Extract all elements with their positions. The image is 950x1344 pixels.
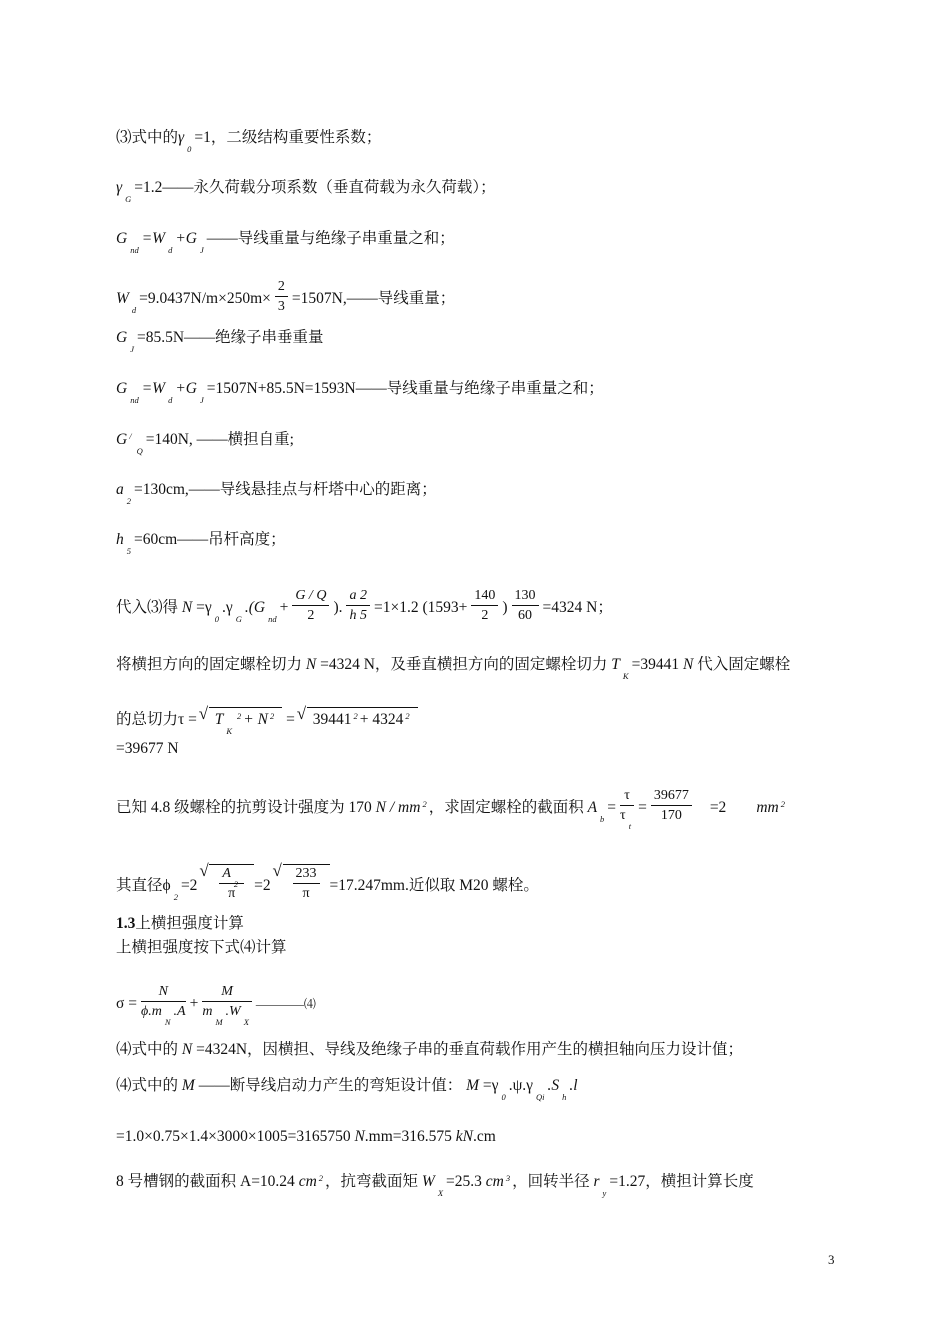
line-Gnd-def: $G_{nd}=W_d+G_J——$导线重量与绝缘子串重量之和；: [116, 230, 455, 255]
fraction-130-over-60: $\frac{130}{60}$: [512, 587, 539, 626]
line-GQ: G /$_Q$=140N, ——横担自重;: [116, 431, 294, 456]
line-gammaG: $\gamma_G=1.2——$永久荷载分项系数（垂直荷载为永久荷载）；: [116, 179, 496, 204]
line-shear-forces: 将横担方向的固定螺栓切力 N =4324 N，及垂直横担方向的固定螺栓切力 $T_K=39441$ N 代入固定螺栓: [116, 656, 791, 681]
fraction-two-thirds: $\frac{2}{3}$: [275, 278, 288, 317]
line-h5: $h_5=60cm——$吊杆高度；: [116, 531, 286, 556]
line-total-shear-result: =39677 N: [116, 740, 179, 757]
section-heading: 1.3上横担强度计算: [116, 915, 244, 932]
line-gamma0: ⑶式中的$\gamma_0=1$，二级结构重要性系数；: [116, 129, 382, 154]
fraction-140-over-2: $\frac{140}{2}$: [471, 587, 498, 626]
line-Wd: $W_d=9.0437N/m\times 250m\times$ $\frac{2}{3}$ =1507N,——导线重量；: [116, 279, 456, 316]
line-total-shear: 的总切力τ = √ $T_K^2 + N$ $^2$ = √ 39441 $^2$ + 4324 $^2$: [116, 707, 418, 731]
sqrt-TK-N: √ $T_K^2 + N$ $^2$: [209, 707, 282, 731]
line-Gnd-value: $G_{nd}=W_d+G_J=1507N+85.5N=1593N——$导线重量与绝缘子串重量之和；: [116, 380, 604, 405]
fraction-N-term: $\frac{N}{\phi.m_N.A}$: [140, 984, 186, 1027]
sqrt-233-over-pi: √ $\frac{233}{\pi}$: [283, 864, 330, 906]
line-GJ: $G_J=85.5N——$绝缘子串垂重量: [116, 329, 324, 354]
fraction-GQ-over-2: $\frac{G / Q}{2}$: [292, 587, 329, 626]
line-a2: $a_2=130cm,——$导线悬挂点与杆塔中心的距离；: [116, 481, 437, 506]
page-number: 3: [828, 1252, 835, 1267]
fraction-39677-over-170: $\frac{39677}{170}$: [651, 787, 692, 826]
fraction-M-term: $\frac{M}{m_M.W_X}$: [202, 983, 252, 1022]
line-bolt-area: 已知 4.8 级螺栓的抗剪设计强度为 170 N / mm $^2$ ，求固定螺栓的截面积 $A_b=$ $\frac{\tau}{\tau_t}$ = $\frac{39677}{170}$ =2 mm $^2$: [116, 788, 785, 831]
line-N-formula: 代入⑶得 $N =\gamma_0.\gamma_G.(G_{nd}+$ $\frac{G / Q}{2}$ ). $\frac{a 2}{h 5}$ =1×1.2 (1593+ $\frac{140}{2}$ ) $\frac{130}{60}$ =4324 N；: [116, 588, 613, 625]
line-M-def: ⑷式中的 M ——断导线启动力产生的弯矩设计值： $M =\gamma_0.\psi.\gamma_{Qi}.S_h.l$: [116, 1077, 578, 1102]
line-diameter: 其直径$\phi_2=2$ √ $\frac{A_2}{\pi}$ =2 √ $\frac{233}{\pi}$ =17.247mm.近似取 M20 螺栓。: [116, 864, 539, 906]
line-N-def: ⑷式中的 N =4324N，因横担、导线及绝缘子串的垂直荷载作用产生的横担轴向压力设计值；: [116, 1041, 744, 1058]
line-M-value: =1.0×0.75×1.4×3000×1005=3165750 N.mm=316.575 kN.cm: [116, 1128, 496, 1145]
sqrt-values: √ 39441 $^2$ + 4324 $^2$: [307, 707, 418, 731]
line-channel-steel: 8 号槽钢的截面积 A=10.24 cm $^2$ ，抗弯截面矩 $W_X=25.3$ cm $^3$ ，回转半径 $r_y=1.27$，横担计算长度: [116, 1173, 754, 1198]
fraction-tau-over-taut: $\frac{\tau}{\tau_t}$: [620, 787, 634, 826]
fraction-a2-over-h5: $\frac{a 2}{h 5}$: [346, 587, 370, 626]
line-formula-intro: 上横担强度按下式⑷计算: [116, 939, 287, 956]
line-sigma-formula: σ = $\frac{N}{\phi.m_N.A}$ + $\frac{M}{m_M.W_X}$ ————⑷: [116, 984, 316, 1027]
sqrt-A2-over-pi: √ $\frac{A_2}{\pi}$: [209, 864, 254, 906]
